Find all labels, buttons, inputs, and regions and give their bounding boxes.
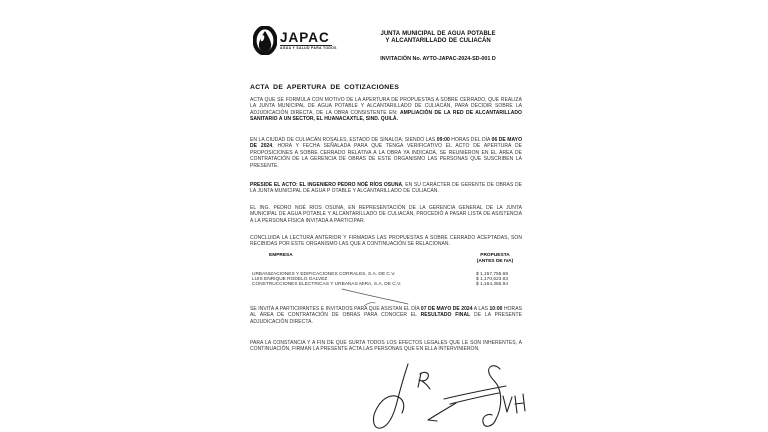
japac-logo <box>253 26 337 55</box>
organization-line2: Y ALCANTARILLADO DE CULIACÁN <box>385 38 491 45</box>
document-page <box>250 0 522 432</box>
empresa-cell: URBANIZACIONES Y EDIFICACIONES CORRALES, S.A. DE C.V. <box>252 271 396 277</box>
paragraph: CONCLUIDA LA LECTURA ANTERIOR Y FIRMADAS LAS PROPUESTAS A SOBRE CERRADO ACEPTADAS, SON RECIBIDAS POR ESTE ORGANISMO LAS QUE A CONTINUACIÓN SE RELACIONAN. <box>250 235 522 248</box>
propuesta-cell: $ 1,170,623.83 <box>476 276 509 282</box>
bids-table-rows <box>250 272 522 288</box>
organization-title <box>360 31 516 45</box>
paragraph: EN LA CIUDAD DE CULIACÁN ROSALES, ESTADO DE SINALOA; SIENDO LAS 09:00 HORAS DEL DÍA 06 DE MAYO DE 2024, HORA Y FECHA SEÑALADA PARA QUE TENGA VERIFICATIVO EL ACTO DE APERTURA DE PROPOSICIONES A SOBRE CERRADO RELATIVA A LA OBRA YA INDICADA, SE REUNIERON EN EL ÁREA DE CONTRATACIÓN DE LA GERENCIA DE OBRAS DE ESTE ORGANISMO LAS PERSONAS QUE SUSCRIBEN LA PRESENTE. <box>250 137 523 169</box>
paragraph: EL ING. PEDRO NOÉ RÍOS OSUNA, EN REPRESENTACIÓN DE LA GERENCIA GENERAL DE LA JUNTA MUNICIPAL DE AGUA POTABLE Y ALCANTARILLADO DE CULIACÁN, PROCEDIÓ A PASAR LISTA DE ASISTENCIA A LA PERSONA FÍSICA INVITADA A PARTICIPAR. <box>250 205 522 224</box>
paragraph: PRESIDE EL ACTO: EL INGENIERO PEDRO NOÉ RÍOS OSUNA, EN SU CARÁCTER DE GERENTE DE OBRAS DE LA JUNTA MUNICIPAL DE AGUA P OTABLE Y ALCANTARILLADO DE CULIACÁN. <box>250 182 522 195</box>
water-drop-icon <box>253 26 277 55</box>
table-row <box>250 282 522 287</box>
propuesta-cell: $ 1,164,356.94 <box>476 281 509 287</box>
paragraph: PARA LA CONSTANCIA Y A FIN DE QUE SURTA TODOS LOS EFECTOS LEGALES QUE LE SON INHERENTES, A CONTINUACIÓN, FIRMAN LA PRESENTE ACTA LAS PERSONAS QUE EN ELLA INTERVINIERON. <box>250 340 522 353</box>
logo-wordmark: JAPAC <box>280 29 330 45</box>
propuesta-cell: $ 1,157,755.68 <box>476 271 509 277</box>
bids-table-header <box>250 253 522 265</box>
page-title: ACTA DE APERTURA DE COTIZACIONES <box>250 84 400 91</box>
logo-tagline: AGUA Y SALUD PARA TODOS <box>280 46 337 51</box>
column-header-empresa: EMPRESA <box>269 253 293 258</box>
column-header-propuesta: PROPUESTA (ANTES DE IVA) <box>476 253 514 264</box>
logo-text <box>280 31 337 51</box>
paragraph: ACTA QUE SE FORMULA CON MOTIVO DE LA APERTURA DE PROPUESTAS A SOBRE CERRADO, QUE REALIZA LA JUNTA MUNICIPAL DE AGUA POTABLE Y ALCANTARILLADO DE CULIACÁN, PARA DECIDIR SOBRE LA ADJUDICACIÓN DIRECTA, DE LA OBRA CONSISTENTE EN: AMPLIACIÓN DE LA RED DE ALCANTARILLADO SANITARIO A UN SECTOR, EL HUANACAXTLE, SIND. QUILÁ. <box>250 97 522 123</box>
paragraph: SE INVITA A PARTICIPANTES E INVITADOS PARA QUE ASISTAN EL DÍA 07 DE MAYO DE 2024 A LAS 10:00 HORAS AL ÁREA DE CONTRATACIÓN DE OBRAS PARA CONOCER EL RESULTADO FINAL DE LA PRESENTE ADJUDICACIÓN DIRECTA. <box>250 306 522 325</box>
organization-line1: JUNTA MUNICIPAL DE AGUA POTABLE <box>380 31 496 37</box>
empresa-cell: LUIS ENRIQUE RODELO GALVEZ <box>252 276 328 282</box>
invitation-number: INVITACIÓN No. AYTO-JAPAC-2024-SD-001 D <box>380 56 496 62</box>
bids-table <box>250 253 522 287</box>
empresa-cell: CONSTRUCCIONES ELECTRICAS Y URBANAS MIRA, S.A. DE C.V. <box>252 281 402 287</box>
